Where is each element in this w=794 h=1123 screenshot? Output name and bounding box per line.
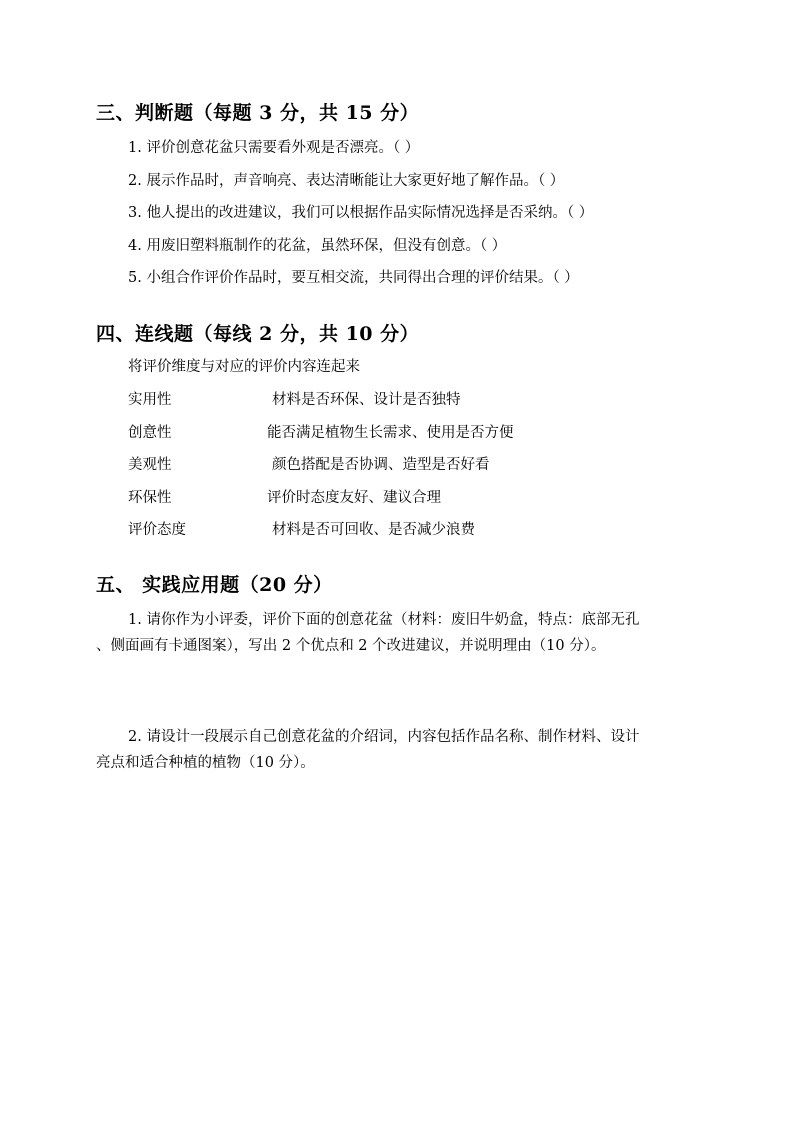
judgement-item-4: 4. 用废旧塑料瓶制作的花盆，虽然环保，但没有创意。（ ） <box>128 238 507 254</box>
matching-left-item-4: 环保性 <box>128 490 172 506</box>
judgement-item-3: 3. 他人提出的改进建议，我们可以根据作品实际情况选择是否采纳。（ ） <box>128 205 594 221</box>
practice-q2-line-2: 亮点和适合种植的植物（10 分）。 <box>96 755 315 771</box>
section-4-title: 四、连线题（每线 2 分，共 10 分） <box>96 323 420 345</box>
matching-left-item-1: 实用性 <box>128 392 172 408</box>
matching-right-item-2: 能否满足植物生长需求、使用是否方便 <box>267 425 514 441</box>
section-3-title: 三、判断题（每题 3 分，共 15 分） <box>96 102 420 124</box>
matching-right-item-5: 材料是否可回收、是否减少浪费 <box>272 522 475 538</box>
matching-left-item-2: 创意性 <box>128 425 172 441</box>
judgement-item-5: 5. 小组合作评价作品时，要互相交流，共同得出合理的评价结果。（ ） <box>128 270 579 286</box>
practice-q1-line-1: 1. 请你作为小评委，评价下面的创意花盆（材料：废旧牛奶盒，特点：底部无孔 <box>128 612 640 628</box>
matching-left-item-5: 评价态度 <box>128 522 186 538</box>
matching-right-item-4: 评价时态度友好、建议合理 <box>267 490 441 506</box>
judgement-item-2: 2. 展示作品时，声音响亮、表达清晰能让大家更好地了解作品。（ ） <box>128 173 565 189</box>
matching-instruction: 将评价维度与对应的评价内容连起来 <box>128 359 360 375</box>
matching-right-item-1: 材料是否环保、设计是否独特 <box>272 392 461 408</box>
practice-q2-line-1: 2. 请设计一段展示自己创意花盆的介绍词，内容包括作品名称、制作材料、设计 <box>128 729 640 745</box>
practice-q1-line-2: 、侧面画有卡通图案），写出 2 个优点和 2 个改进建议，并说明理由（10 分）。 <box>96 638 606 654</box>
matching-right-item-3: 颜色搭配是否协调、造型是否好看 <box>272 457 490 473</box>
matching-left-item-3: 美观性 <box>128 457 172 473</box>
section-5-title: 五、 实践应用题（20 分） <box>96 574 333 596</box>
judgement-item-1: 1. 评价创意花盆只需要看外观是否漂亮。（ ） <box>128 140 420 156</box>
